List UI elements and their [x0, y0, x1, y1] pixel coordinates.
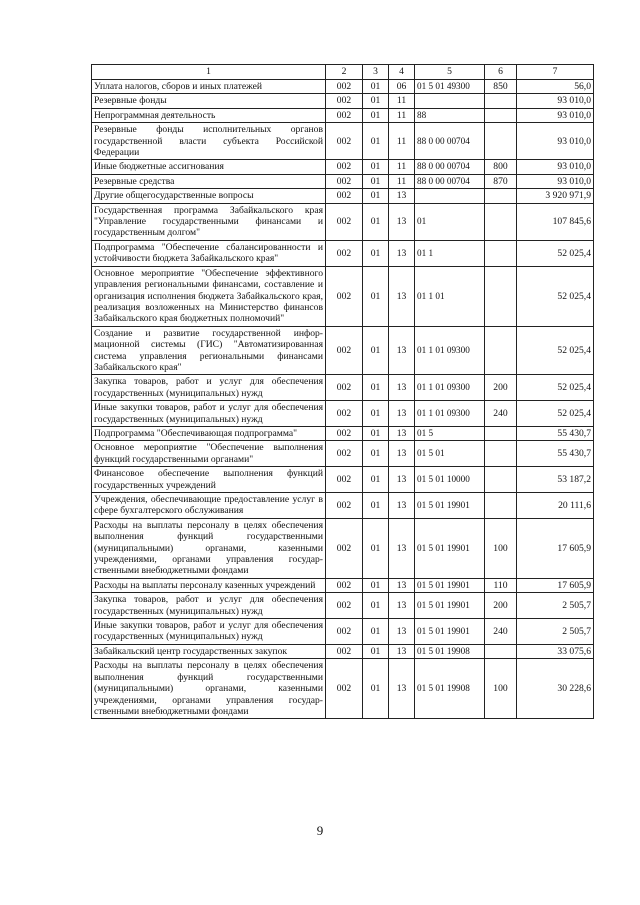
section-code-cell: 01: [363, 174, 389, 188]
item-name-cell: Забайкальский центр государственных закупок: [92, 644, 326, 658]
table-row: [92, 401, 594, 427]
amount-cell: 2 505,7: [517, 593, 594, 619]
amount-cell: 93 010,0: [517, 108, 594, 122]
item-name-cell: Создание и развитие государственной информационной системы (ГИС) "Автоматизированная система управления региональными финансами Забайкальского края": [92, 326, 326, 375]
subsection-code-cell: 13: [389, 240, 415, 266]
subsection-code-cell: 13: [389, 518, 415, 578]
subsection-code-cell: 13: [389, 401, 415, 427]
expense-type-cell: 200: [485, 593, 517, 619]
expense-type-cell: 100: [485, 659, 517, 719]
column-header: 4: [389, 65, 415, 80]
item-name-cell: Иные закупки товаров, работ и услуг для обеспечения государственных (муниципальных) нужд: [92, 619, 326, 645]
subsection-code-cell: 11: [389, 174, 415, 188]
department-code-cell: 002: [326, 189, 363, 203]
item-name-cell: Расходы на выплаты персоналу в целях обеспечения выполнения функций государственными (муниципальными) органами, казенными учреждениями, органами управления государственными внебюджетными фондами: [92, 518, 326, 578]
target-article-cell: 01 1 01 09300: [415, 326, 485, 375]
department-code-cell: 002: [326, 493, 363, 519]
budget-table: [91, 64, 594, 719]
target-article-cell: 01 5 01 19908: [415, 644, 485, 658]
department-code-cell: 002: [326, 174, 363, 188]
target-article-cell: 01 1 01 09300: [415, 401, 485, 427]
table-row: [92, 266, 594, 326]
amount-cell: 53 187,2: [517, 467, 594, 493]
column-header: 3: [363, 65, 389, 80]
department-code-cell: 002: [326, 644, 363, 658]
subsection-code-cell: 13: [389, 266, 415, 326]
amount-cell: 93 010,0: [517, 160, 594, 174]
subsection-code-cell: 13: [389, 426, 415, 440]
expense-type-cell: [485, 94, 517, 108]
subsection-code-cell: 11: [389, 160, 415, 174]
column-header: 5: [415, 65, 485, 80]
expense-type-cell: [485, 326, 517, 375]
department-code-cell: 002: [326, 123, 363, 160]
subsection-code-cell: 13: [389, 203, 415, 240]
subsection-code-cell: 13: [389, 578, 415, 592]
item-name-cell: Основное мероприятие "Обеспечение эффективного управления региональными финансами, составление и организация исполнения бюджета Забайкальского края, реализация возложенных на Министерство финансов Забайкальского края бюджетных полномочий": [92, 266, 326, 326]
item-name-cell: Основное мероприятие "Обеспечение выполнения функций государственными органами": [92, 441, 326, 467]
table-row: [92, 326, 594, 375]
table-row: [92, 467, 594, 493]
section-code-cell: 01: [363, 578, 389, 592]
table-row: [92, 189, 594, 203]
section-code-cell: 01: [363, 240, 389, 266]
section-code-cell: 01: [363, 493, 389, 519]
department-code-cell: 002: [326, 108, 363, 122]
target-article-cell: 01 1 01 09300: [415, 375, 485, 401]
subsection-code-cell: 13: [389, 619, 415, 645]
section-code-cell: 01: [363, 593, 389, 619]
department-code-cell: 002: [326, 266, 363, 326]
column-header: 6: [485, 65, 517, 80]
item-name-cell: Закупка товаров, работ и услуг для обеспечения государственных (муниципальных) нужд: [92, 375, 326, 401]
item-name-cell: Резервные средства: [92, 174, 326, 188]
subsection-code-cell: 13: [389, 644, 415, 658]
subsection-code-cell: 13: [389, 326, 415, 375]
subsection-code-cell: 11: [389, 123, 415, 160]
table-row: [92, 441, 594, 467]
section-code-cell: 01: [363, 467, 389, 493]
amount-cell: 93 010,0: [517, 123, 594, 160]
amount-cell: 56,0: [517, 80, 594, 94]
table-body: [92, 80, 594, 719]
amount-cell: 52 025,4: [517, 266, 594, 326]
department-code-cell: 002: [326, 160, 363, 174]
section-code-cell: 01: [363, 160, 389, 174]
department-code-cell: 002: [326, 326, 363, 375]
column-header: 1: [92, 65, 326, 80]
amount-cell: 93 010,0: [517, 174, 594, 188]
amount-cell: 55 430,7: [517, 441, 594, 467]
expense-type-cell: [485, 123, 517, 160]
expense-type-cell: [485, 644, 517, 658]
section-code-cell: 01: [363, 123, 389, 160]
subsection-code-cell: 13: [389, 659, 415, 719]
item-name-cell: Другие общегосударственные вопросы: [92, 189, 326, 203]
section-code-cell: 01: [363, 518, 389, 578]
amount-cell: 30 228,6: [517, 659, 594, 719]
table-row: [92, 108, 594, 122]
amount-cell: 17 605,9: [517, 518, 594, 578]
expense-type-cell: [485, 203, 517, 240]
section-code-cell: 01: [363, 326, 389, 375]
section-code-cell: 01: [363, 644, 389, 658]
item-name-cell: Расходы на выплаты персоналу казенных учреждений: [92, 578, 326, 592]
target-article-cell: 88 0 00 00704: [415, 160, 485, 174]
table-row: [92, 160, 594, 174]
amount-cell: 20 111,6: [517, 493, 594, 519]
table-row: [92, 375, 594, 401]
item-name-cell: Уплата налогов, сборов и иных платежей: [92, 80, 326, 94]
department-code-cell: 002: [326, 80, 363, 94]
item-name-cell: Непрограммная деятельность: [92, 108, 326, 122]
amount-cell: 2 505,7: [517, 619, 594, 645]
table-row: [92, 80, 594, 94]
department-code-cell: 002: [326, 593, 363, 619]
table-row: [92, 174, 594, 188]
target-article-cell: 01 1 01: [415, 266, 485, 326]
item-name-cell: Подпрограмма "Обеспечивающая подпрограмма": [92, 426, 326, 440]
column-number-row: [92, 65, 594, 80]
target-article-cell: 01 5 01 19901: [415, 619, 485, 645]
table-row: [92, 659, 594, 719]
amount-cell: 55 430,7: [517, 426, 594, 440]
expense-type-cell: 240: [485, 619, 517, 645]
target-article-cell: 01 5 01 10000: [415, 467, 485, 493]
expense-type-cell: 200: [485, 375, 517, 401]
expense-type-cell: 800: [485, 160, 517, 174]
budget-table-container: [91, 64, 594, 719]
target-article-cell: [415, 189, 485, 203]
target-article-cell: 01: [415, 203, 485, 240]
target-article-cell: 01 1: [415, 240, 485, 266]
table-row: [92, 123, 594, 160]
amount-cell: 52 025,4: [517, 240, 594, 266]
item-name-cell: Резервные фонды исполнительных органов государственной власти субъекта Российской Федерации: [92, 123, 326, 160]
item-name-cell: Резервные фонды: [92, 94, 326, 108]
section-code-cell: 01: [363, 441, 389, 467]
table-row: [92, 619, 594, 645]
item-name-cell: Финансовое обеспечение выполнения функций государственных учреждений: [92, 467, 326, 493]
section-code-cell: 01: [363, 189, 389, 203]
table-row: [92, 203, 594, 240]
page-number: 9: [316, 823, 324, 838]
expense-type-cell: [485, 240, 517, 266]
section-code-cell: 01: [363, 94, 389, 108]
expense-type-cell: [485, 441, 517, 467]
department-code-cell: 002: [326, 375, 363, 401]
target-article-cell: 01 5 01 19908: [415, 659, 485, 719]
department-code-cell: 002: [326, 441, 363, 467]
table-row: [92, 644, 594, 658]
amount-cell: 33 075,6: [517, 644, 594, 658]
amount-cell: 52 025,4: [517, 401, 594, 427]
department-code-cell: 002: [326, 401, 363, 427]
target-article-cell: 01 5 01 49300: [415, 80, 485, 94]
target-article-cell: 01 5 01 19901: [415, 493, 485, 519]
section-code-cell: 01: [363, 401, 389, 427]
item-name-cell: Иные бюджетные ассигнования: [92, 160, 326, 174]
department-code-cell: 002: [326, 619, 363, 645]
amount-cell: 93 010,0: [517, 94, 594, 108]
department-code-cell: 002: [326, 518, 363, 578]
subsection-code-cell: 11: [389, 108, 415, 122]
section-code-cell: 01: [363, 659, 389, 719]
target-article-cell: 01 5 01 19901: [415, 593, 485, 619]
expense-type-cell: 100: [485, 518, 517, 578]
amount-cell: 3 920 971,9: [517, 189, 594, 203]
department-code-cell: 002: [326, 659, 363, 719]
item-name-cell: Учреждения, обеспечивающие предоставление услуг в сфере бухгалтерского обслуживания: [92, 493, 326, 519]
target-article-cell: 88: [415, 108, 485, 122]
target-article-cell: [415, 94, 485, 108]
section-code-cell: 01: [363, 108, 389, 122]
expense-type-cell: [485, 108, 517, 122]
target-article-cell: 01 5 01 19901: [415, 578, 485, 592]
table-row: [92, 426, 594, 440]
expense-type-cell: [485, 189, 517, 203]
department-code-cell: 002: [326, 240, 363, 266]
subsection-code-cell: 13: [389, 467, 415, 493]
department-code-cell: 002: [326, 94, 363, 108]
item-name-cell: Подпрограмма "Обеспечение сбалансированности и устойчивости бюджета Забайкальского края": [92, 240, 326, 266]
department-code-cell: 002: [326, 578, 363, 592]
section-code-cell: 01: [363, 375, 389, 401]
department-code-cell: 002: [326, 467, 363, 493]
amount-cell: 107 845,6: [517, 203, 594, 240]
amount-cell: 17 605,9: [517, 578, 594, 592]
table-row: [92, 240, 594, 266]
expense-type-cell: [485, 426, 517, 440]
target-article-cell: 01 5 01: [415, 441, 485, 467]
section-code-cell: 01: [363, 266, 389, 326]
expense-type-cell: [485, 493, 517, 519]
target-article-cell: 01 5: [415, 426, 485, 440]
target-article-cell: 88 0 00 00704: [415, 174, 485, 188]
table-row: [92, 94, 594, 108]
subsection-code-cell: 13: [389, 189, 415, 203]
expense-type-cell: 110: [485, 578, 517, 592]
item-name-cell: Иные закупки товаров, работ и услуг для обеспечения государственных (муниципальных) нужд: [92, 401, 326, 427]
subsection-code-cell: 13: [389, 441, 415, 467]
expense-type-cell: [485, 266, 517, 326]
table-row: [92, 593, 594, 619]
column-header: 7: [517, 65, 594, 80]
department-code-cell: 002: [326, 203, 363, 240]
department-code-cell: 002: [326, 426, 363, 440]
table-row: [92, 518, 594, 578]
section-code-cell: 01: [363, 80, 389, 94]
item-name-cell: Расходы на выплаты персоналу в целях обеспечения выполнения функций государственными (муниципальными) органами, казенными учреждениями, органами управления государственными внебюджетными фондами: [92, 659, 326, 719]
expense-type-cell: [485, 467, 517, 493]
column-header: 2: [326, 65, 363, 80]
subsection-code-cell: 06: [389, 80, 415, 94]
section-code-cell: 01: [363, 426, 389, 440]
expense-type-cell: 850: [485, 80, 517, 94]
section-code-cell: 01: [363, 619, 389, 645]
expense-type-cell: 870: [485, 174, 517, 188]
item-name-cell: Закупка товаров, работ и услуг для обеспечения государственных (муниципальных) нужд: [92, 593, 326, 619]
target-article-cell: 01 5 01 19901: [415, 518, 485, 578]
subsection-code-cell: 13: [389, 493, 415, 519]
table-row: [92, 493, 594, 519]
subsection-code-cell: 11: [389, 94, 415, 108]
item-name-cell: Государственная программа Забайкальского края "Управление государственными финансами и государственным долгом": [92, 203, 326, 240]
section-code-cell: 01: [363, 203, 389, 240]
expense-type-cell: 240: [485, 401, 517, 427]
subsection-code-cell: 13: [389, 375, 415, 401]
subsection-code-cell: 13: [389, 593, 415, 619]
target-article-cell: 88 0 00 00704: [415, 123, 485, 160]
amount-cell: 52 025,4: [517, 326, 594, 375]
amount-cell: 52 025,4: [517, 375, 594, 401]
table-row: [92, 578, 594, 592]
